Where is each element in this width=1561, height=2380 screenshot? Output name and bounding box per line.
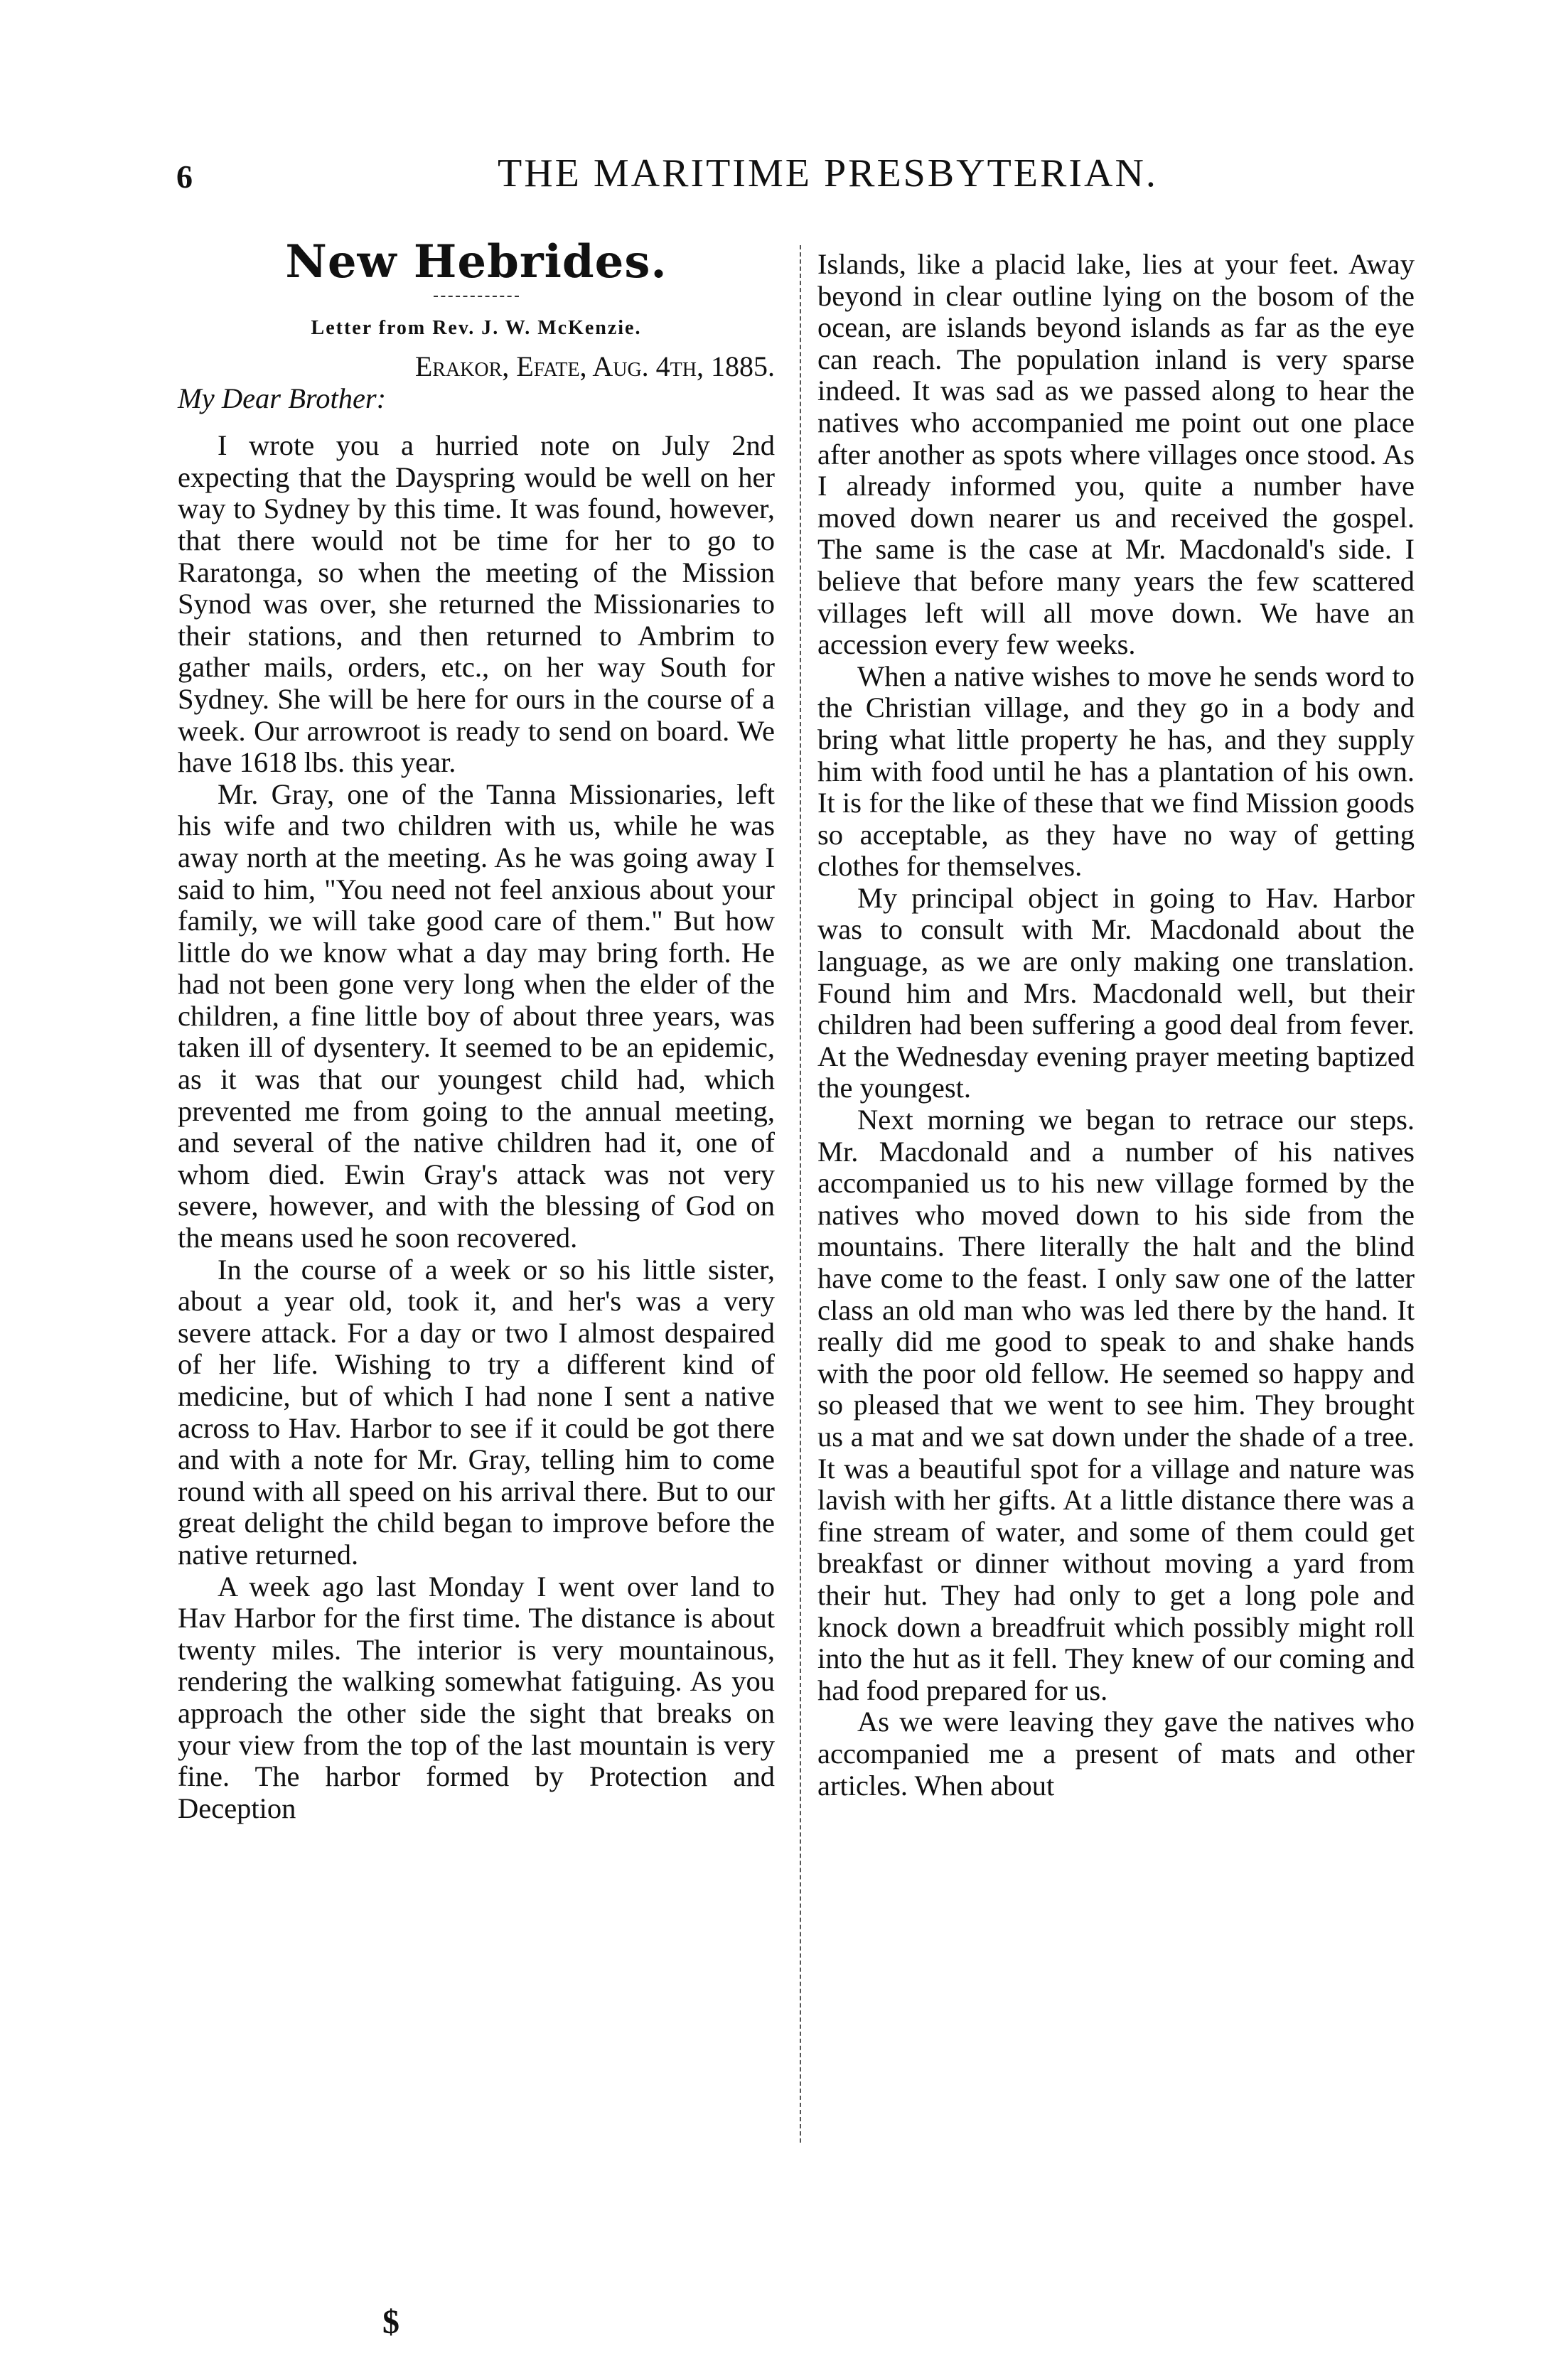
article-paragraph: When a native wishes to move he sends word to the Christian village, and they go in a body and bring what little property he has, and they supply him with food until he has a plantation of his own. It is for the like of these that we find Mission goods so acceptable, as they have no way of getting clothes for themselves. [817,659,1415,883]
title-rule [434,296,519,297]
article-paragraph: Islands, like a placid lake, lies at your feet. Away beyond in clear outline lying on the bosom of the ocean, are islands beyond islands as far as the eye can reach. The population inland is very sparse indeed. It was sad as we passed along to hear the natives who accompanied me point out one place after another as spots where villages once stood. As I already informed you, quite a number have moved down nearer us and received the gospel. The same is the case at Mr. Macdonald's side. I believe that before many years the few scattered villages left will all move down. We have an accession every few weeks. [817,248,1415,661]
salutation: My Dear Brother: [178,382,387,414]
dateline: Erakor, Efate, Aug. 4th, 1885. [414,350,775,382]
bottom-mark: $ [382,2303,399,2341]
article-paragraph: Next morning we began to retrace our steps. Mr. Macdonald and a number of his natives accompanied us to his new village formed by the natives who moved down to his side from the mountains. There literally the halt and the blind have come to the feast. I only saw one of the latter class an old man who was led there by the hand. It really did me good to speak to and shake hands with the poor old fellow. He seemed so happy and so pleased that we went to see him. They brought us a mat and we sat down under the shade of a tree. It was a beautiful spot for a village and nature was lavish with her gifts. At a little distance there was a fine stream of water, and some of them could get breakfast or dinner without moving a yard from their hut. They had only to get a long pole and knock down a breadfruit which possibly might roll into the hut as it fell. They knew of our coming and had food prepared for us. [817,1104,1415,1706]
left-column [178,235,775,1824]
article-paragraph: I wrote you a hurried note on July 2nd expecting that the Dayspring would be well on her way to Sydney by this time. It was found, however, that there would not be time for her to go to Raratonga, so when the meeting of the Mission Synod was over, she returned the Missionaries to their stations, and then returned to Ambrim to gather mails, orders, etc., on her way South for Sydney. She will be here for ours in the course of a week. Our arrowroot is ready to send on board. We have 1618 lbs. this year. [178,429,775,779]
page-number: 6 [176,158,193,195]
article-paragraph: My principal object in going to Hav. Harbor was to consult with Mr. Macdonald about the language, as we are only making one translation. Found him and Mrs. Macdonald well, but their children had been suffering a good deal from fever. At the Wednesday evening prayer meeting baptized the youngest. [817,881,1415,1104]
article-paragraph: Mr. Gray, one of the Tanna Missionaries, left his wife and two children with us, while he was away north at the meeting. As he was going away I said to him, "You need not feel anxious about your family, we will take good care of them." But how little do we know what a day may bring forth. He had not been gone very long when the elder of the children, a fine little boy of about three years, was taken ill of dysentery. It seemed to be an epidemic, as it was that our youngest child had, which prevented me from going to the annual meeting, and several of the native children had it, one of whom died. Ewin Gray's attack was not very severe, however, and with the blessing of God on the means used he soon recovered. [178,777,775,1254]
article-paragraph: In the course of a week or so his little sister, about a year old, took it, and her's was a very severe attack. For a day or two I almost despaired of her life. Wishing to try a different kind of medicine, but of which I had none I sent a native across to Hav. Harbor to see if it could be got there and with a note for Mr. Gray, telling him to come round with all speed on his arrival there. But to our great delight the child began to improve before the native returned. [178,1253,775,1571]
article-paragraph: As we were leaving they gave the natives who accompanied me a present of mats and other articles. When about [817,1706,1415,1802]
right-column [817,249,1415,1802]
section-title: New Hebrides. [285,235,667,289]
article-paragraph: A week ago last Monday I went over land to Hav Harbor for the first time. The distance is about twenty miles. The interior is very mountainous, rendering the walking somewhat fatiguing. As you approach the other side the sight that breaks on your view from the top of the last mountain is very fine. The harbor formed by Protection and Deception [178,1570,775,1824]
column-divider [800,245,801,2143]
running-head: THE MARITIME PRESBYTERIAN. [498,151,1158,195]
letter-byline: Letter from Rev. J. W. McKenzie. [311,317,642,339]
